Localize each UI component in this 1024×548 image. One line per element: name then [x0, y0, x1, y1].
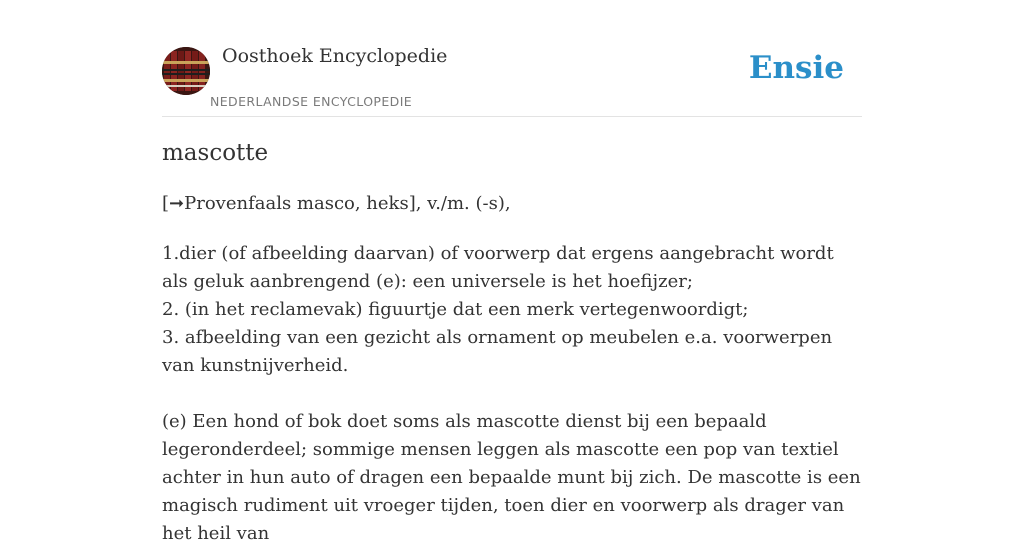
encyclopedia-books-icon[interactable] — [162, 47, 210, 95]
ensie-logo[interactable]: Ensie — [748, 50, 844, 86]
site-header — [162, 0, 862, 117]
entry-term: mascotte — [162, 140, 269, 166]
entry-etymology: [➞Provenfaals masco, heks], v./m. (-s), — [162, 193, 511, 214]
entry-note: (e) Een hond of bok doet soms als mascotte dienst bij een bepaald legeronderdeel; sommige mensen leggen als mascotte een pop van textiel achter in hun auto of dragen een bepaalde munt bij zich. De mascotte is een magisch rudiment uit vroeger tijden, toen dier en voorwerp als drager van het heil van — [162, 411, 861, 544]
site-name[interactable]: Oosthoek Encyclopedie — [222, 45, 448, 67]
definition-2: 2. (in het reclamevak) figuurtje dat een merk vertegenwoordigt; — [162, 299, 749, 320]
definition-3: 3. afbeelding van een gezicht als ornament op meubelen e.a. voorwerpen van kunstnijverheid. — [162, 327, 833, 376]
entry-body — [162, 240, 862, 548]
page — [162, 0, 862, 544]
paragraph-gap — [162, 380, 862, 408]
site-subtitle: NEDERLANDSE ENCYCLOPEDIE — [210, 94, 413, 109]
definition-1: 1.dier (of afbeelding daarvan) of voorwerp dat ergens aangebracht wordt als geluk aanbrengend (e): een universele is het hoefijzer; — [162, 243, 834, 292]
